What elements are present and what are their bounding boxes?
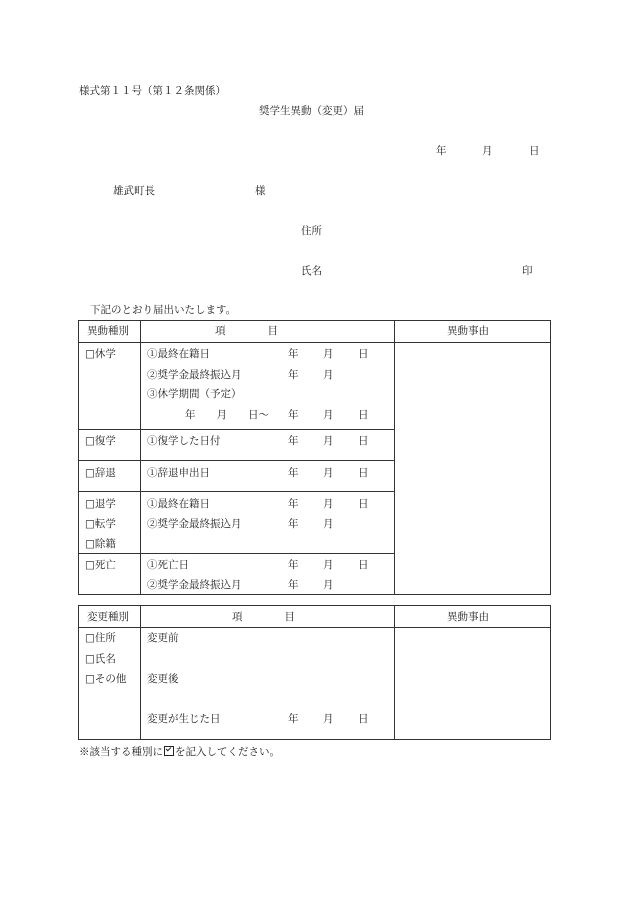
ymd-month: 月 [323,498,334,510]
ymd-day: 日 [358,409,369,421]
ymd-month: 月 [323,579,334,591]
header-change-type: 異動種別 [87,325,129,337]
ymd-year: 年 [288,435,299,447]
type-address[interactable]: □住所 [85,632,116,644]
kyugaku-period: ③休学期間（予定） [147,388,242,400]
ymd-year: 年 [288,369,299,381]
ymd-month: 月 [323,369,334,381]
ymd-year: 年 [288,498,299,510]
header-item: 項 目 [232,611,295,623]
checkbox-checked-icon [164,746,174,756]
type-other[interactable]: □その他 [85,673,127,685]
ymd-month: 月 [323,409,334,421]
type-shibou[interactable]: □死亡 [85,559,116,571]
date-day-label: 日 [529,145,540,157]
type-name[interactable]: □氏名 [85,653,116,665]
header-item: 項 目 [215,325,278,337]
address-label: 住所 [301,225,322,237]
addressee-name: 雄武町長 [113,185,155,197]
taigaku-last-enrolled: ①最終在籍日 [147,498,210,510]
ymd-year: 年 [288,409,299,421]
date-month-label: 月 [482,145,493,157]
ymd-year: 年 [288,713,299,725]
type-taigaku[interactable]: □退学 [85,498,116,510]
ymd-day: 日 [358,348,369,360]
date-year-label: 年 [436,145,447,157]
ymd-year: 年 [288,348,299,360]
shibou-date: ①死亡日 [147,559,189,571]
header-reason: 異動事由 [447,611,489,623]
seal-label: 印 [522,265,533,277]
ymd-day: 日 [358,559,369,571]
ymd-year: 年 [288,467,299,479]
kyugaku-last-transfer: ②奨学金最終振込月 [147,369,242,381]
type-tengaku[interactable]: □転学 [85,518,116,530]
ymd-month: 月 [323,467,334,479]
ymd-day: 日 [358,713,369,725]
header-reason: 異動事由 [447,325,489,337]
ymd-month: 月 [323,713,334,725]
footnote-text-after: を記入してください。 [175,746,280,758]
name-label: 氏名 [301,265,322,277]
fukugaku-date: ①復学した日付 [147,435,221,447]
intro-text: 下記のとおり届出いたします。 [90,304,237,316]
ymd-month: 月 [323,435,334,447]
jitai-date: ①辞退申出日 [147,467,210,479]
addressee-honorific: 様 [255,185,266,197]
ymd-year: 年 [288,518,299,530]
form-number: 様式第１１号（第１２条関係） [79,85,226,97]
header-modify-type: 変更種別 [87,611,129,623]
ymd-day: 日 [358,435,369,447]
ymd-day: 日 [358,467,369,479]
before-change-label: 変更前 [147,632,179,644]
after-change-label: 変更後 [147,673,179,685]
shibou-last-transfer: ②奨学金最終振込月 [147,579,242,591]
ymd-year: 年 [288,579,299,591]
taigaku-last-transfer: ②奨学金最終振込月 [147,518,242,530]
ymd-year: 年 [288,559,299,571]
footnote-text-before: ※該当する種別に [79,746,163,758]
form-title: 奨学生異動（変更）届 [259,105,364,117]
kyugaku-last-enrolled: ①最終在籍日 [147,348,210,360]
type-kyugaku[interactable]: □休学 [85,348,116,360]
ymd-day: 日 [358,498,369,510]
footnote [79,746,280,758]
ymd-month: 月 [323,348,334,360]
change-date-label: 変更が生じた日 [147,713,221,725]
type-joseki[interactable]: □除籍 [85,538,116,550]
ymd-month: 月 [323,518,334,530]
type-jitai[interactable]: □辞退 [85,467,116,479]
kyugaku-period-start: 年 月 日～ [185,409,269,421]
type-fukugaku[interactable]: □復学 [85,435,116,447]
ymd-month: 月 [323,559,334,571]
